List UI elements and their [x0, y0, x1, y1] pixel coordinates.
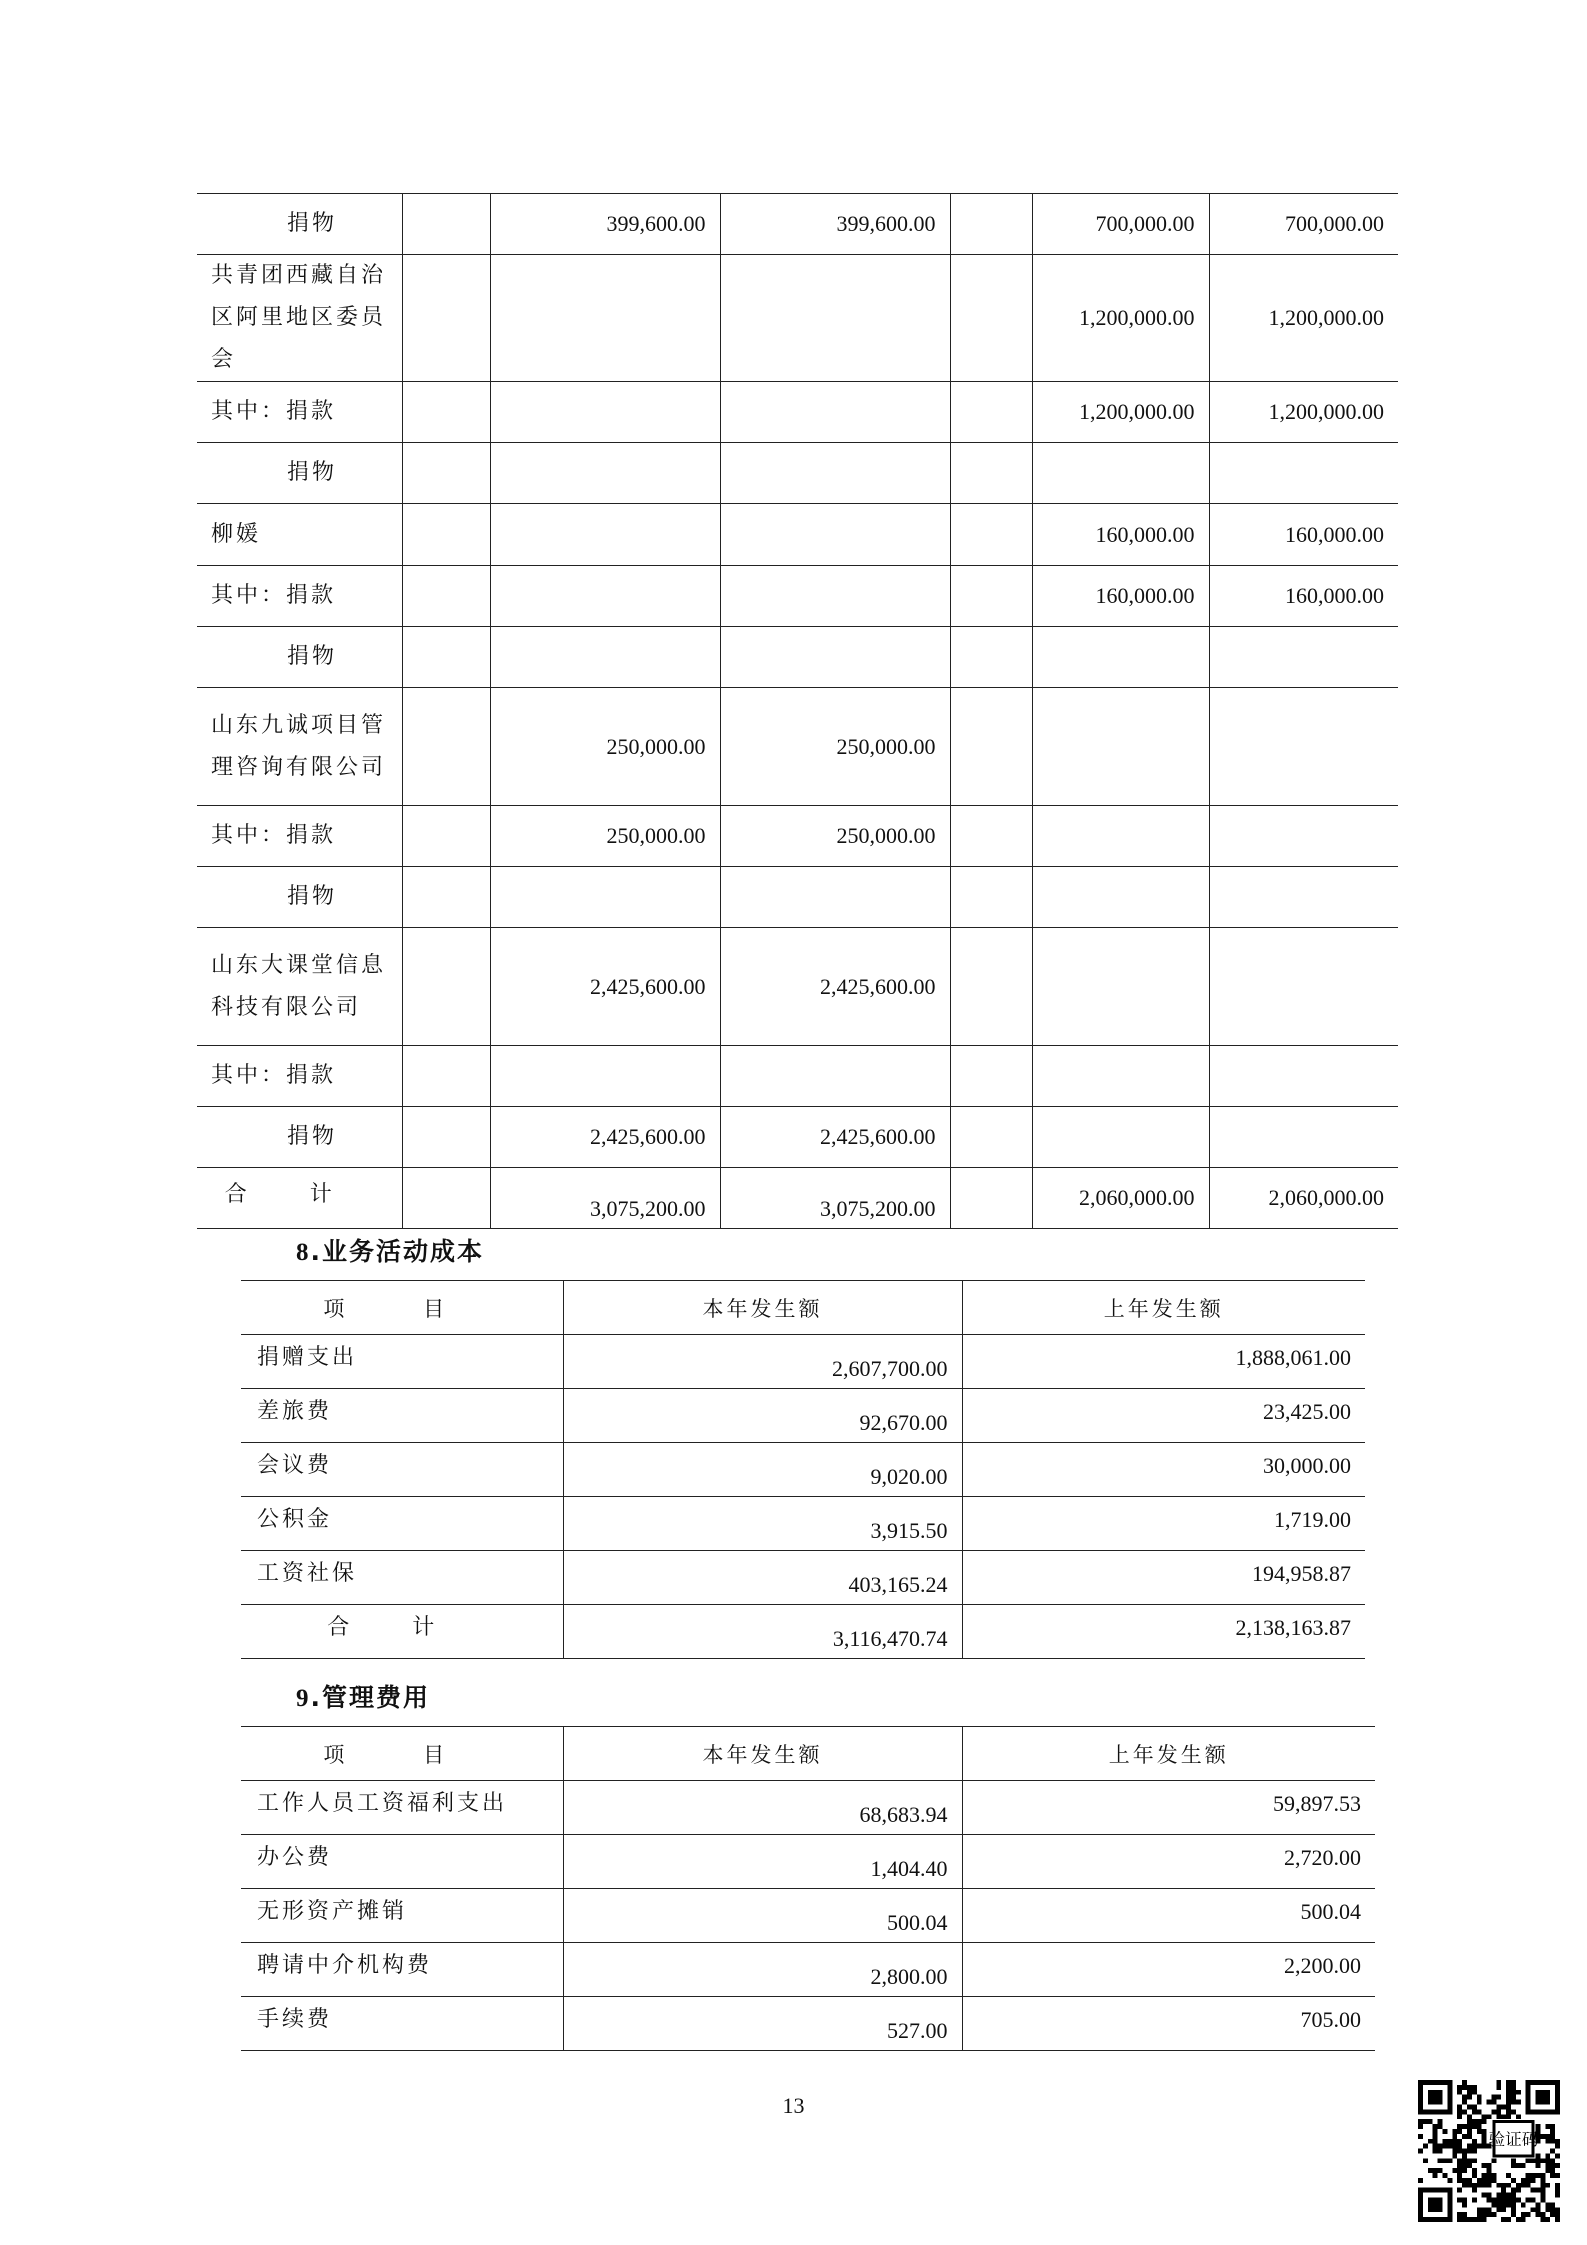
cell-c1	[402, 255, 490, 382]
cell-c2: 2,425,600.00	[490, 928, 720, 1046]
row-label: 其中：捐款	[197, 382, 402, 443]
row-label: 工资社保	[241, 1551, 563, 1605]
cell-c3	[720, 382, 950, 443]
cell-c4	[950, 194, 1032, 255]
donation-table	[197, 193, 1398, 1229]
row-label: 捐赠支出	[241, 1335, 563, 1389]
cell-c6: 700,000.00	[1209, 194, 1398, 255]
previous-year-value: 2,138,163.87	[962, 1605, 1365, 1659]
table-row	[197, 382, 1398, 443]
table-row	[241, 1943, 1375, 1997]
row-label: 共青团西藏自治区阿里地区委员会	[197, 255, 402, 382]
cell-c4	[950, 1046, 1032, 1107]
cell-c4	[950, 867, 1032, 928]
cell-c4	[950, 255, 1032, 382]
cell-c1	[402, 1107, 490, 1168]
cell-c2: 399,600.00	[490, 194, 720, 255]
row-label: 捐物	[197, 627, 402, 688]
management-expense-body	[241, 1781, 1375, 2051]
previous-year-value: 2,200.00	[962, 1943, 1375, 1997]
row-label: 聘请中介机构费	[241, 1943, 563, 1997]
donation-table-body	[197, 194, 1398, 1229]
total-row	[197, 1168, 1398, 1229]
cell-c1	[402, 867, 490, 928]
header-previous-year: 上年发生额	[962, 1727, 1375, 1781]
qr-code-icon	[1418, 2080, 1560, 2222]
row-label: 无形资产摊销	[241, 1889, 563, 1943]
current-year-value: 92,670.00	[563, 1389, 962, 1443]
cell-c6: 1,200,000.00	[1209, 255, 1398, 382]
previous-year-value: 194,958.87	[962, 1551, 1365, 1605]
cell-c4	[950, 504, 1032, 566]
current-year-value: 527.00	[563, 1997, 962, 2051]
cell-c6: 160,000.00	[1209, 566, 1398, 627]
previous-year-value: 23,425.00	[962, 1389, 1365, 1443]
cell-c2: 250,000.00	[490, 806, 720, 867]
cell-c5: 1,200,000.00	[1032, 382, 1209, 443]
previous-year-value: 500.04	[962, 1889, 1375, 1943]
business-cost-body	[241, 1335, 1365, 1659]
row-label: 山东大课堂信息科技有限公司	[197, 928, 402, 1046]
cell-c3: 2,425,600.00	[720, 1107, 950, 1168]
management-expense-table	[241, 1726, 1375, 2051]
header-current-year: 本年发生额	[563, 1727, 962, 1781]
current-year-value: 9,020.00	[563, 1443, 962, 1497]
cell-c1	[402, 1168, 490, 1229]
row-label: 办公费	[241, 1835, 563, 1889]
cell-c5: 160,000.00	[1032, 504, 1209, 566]
cell-c5	[1032, 806, 1209, 867]
table-header-row	[241, 1281, 1365, 1335]
table-row	[197, 566, 1398, 627]
cell-c4	[950, 806, 1032, 867]
row-label: 差旅费	[241, 1389, 563, 1443]
current-year-value: 1,404.40	[563, 1835, 962, 1889]
table-row	[241, 1997, 1375, 2051]
previous-year-value: 2,720.00	[962, 1835, 1375, 1889]
cell-c6	[1209, 627, 1398, 688]
section-9-title: 9.管理费用	[296, 1683, 430, 1712]
previous-year-value: 1,888,061.00	[962, 1335, 1365, 1389]
cell-c4	[950, 1168, 1032, 1229]
table-row	[241, 1335, 1365, 1389]
cell-c6: 160,000.00	[1209, 504, 1398, 566]
cell-c4	[950, 1107, 1032, 1168]
row-label: 捐物	[197, 443, 402, 504]
cell-c3	[720, 1046, 950, 1107]
cell-c1	[402, 382, 490, 443]
row-label: 合 计	[241, 1605, 563, 1659]
row-label: 捐物	[197, 867, 402, 928]
section-8-title: 8.业务活动成本	[296, 1237, 484, 1266]
current-year-value: 2,607,700.00	[563, 1335, 962, 1389]
cell-c6	[1209, 867, 1398, 928]
table-row	[241, 1497, 1365, 1551]
table-row	[241, 1389, 1365, 1443]
table-row	[197, 806, 1398, 867]
cell-c1	[402, 194, 490, 255]
cell-c6	[1209, 806, 1398, 867]
page-number: 13	[782, 2093, 805, 2118]
cell-c5	[1032, 928, 1209, 1046]
cell-c2	[490, 566, 720, 627]
cell-c6	[1209, 1107, 1398, 1168]
table-row	[241, 1443, 1365, 1497]
cell-c3: 250,000.00	[720, 688, 950, 806]
cell-c2: 250,000.00	[490, 688, 720, 806]
cell-c6: 2,060,000.00	[1209, 1168, 1398, 1229]
cell-c6	[1209, 928, 1398, 1046]
cell-c2	[490, 867, 720, 928]
table-row	[197, 504, 1398, 566]
current-year-value: 2,800.00	[563, 1943, 962, 1997]
row-label: 合 计	[197, 1168, 402, 1229]
table-row	[241, 1551, 1365, 1605]
cell-c1	[402, 928, 490, 1046]
table-row	[197, 255, 1398, 382]
cell-c6	[1209, 443, 1398, 504]
cell-c2	[490, 443, 720, 504]
current-year-value: 68,683.94	[563, 1781, 962, 1835]
row-label: 捐物	[197, 194, 402, 255]
cell-c4	[950, 627, 1032, 688]
cell-c6	[1209, 688, 1398, 806]
cell-c2: 3,075,200.00	[490, 1168, 720, 1229]
cell-c3	[720, 443, 950, 504]
cell-c3: 250,000.00	[720, 806, 950, 867]
cell-c3	[720, 504, 950, 566]
total-row	[241, 1605, 1365, 1659]
cell-c2	[490, 382, 720, 443]
cell-c2	[490, 1046, 720, 1107]
table-row	[197, 443, 1398, 504]
cell-c5: 700,000.00	[1032, 194, 1209, 255]
row-label: 其中：捐款	[197, 1046, 402, 1107]
current-year-value: 500.04	[563, 1889, 962, 1943]
cell-c5: 160,000.00	[1032, 566, 1209, 627]
row-label: 柳媛	[197, 504, 402, 566]
row-label: 捐物	[197, 1107, 402, 1168]
cell-c2	[490, 627, 720, 688]
header-current-year: 本年发生额	[563, 1281, 962, 1335]
cell-c1	[402, 443, 490, 504]
cell-c5	[1032, 867, 1209, 928]
business-cost-table	[241, 1280, 1365, 1659]
table-row	[241, 1889, 1375, 1943]
cell-c2: 2,425,600.00	[490, 1107, 720, 1168]
table-row	[197, 627, 1398, 688]
cell-c6	[1209, 1046, 1398, 1107]
previous-year-value: 59,897.53	[962, 1781, 1375, 1835]
row-label: 会议费	[241, 1443, 563, 1497]
cell-c5	[1032, 688, 1209, 806]
table-row	[241, 1835, 1375, 1889]
cell-c3: 2,425,600.00	[720, 928, 950, 1046]
table-row	[241, 1781, 1375, 1835]
cell-c6: 1,200,000.00	[1209, 382, 1398, 443]
table-row	[197, 867, 1398, 928]
current-year-value: 403,165.24	[563, 1551, 962, 1605]
cell-c3	[720, 867, 950, 928]
cell-c4	[950, 688, 1032, 806]
header-item: 项 目	[241, 1727, 563, 1781]
cell-c5	[1032, 1046, 1209, 1107]
cell-c1	[402, 1046, 490, 1107]
previous-year-value: 1,719.00	[962, 1497, 1365, 1551]
row-label: 工作人员工资福利支出	[241, 1781, 563, 1835]
cell-c1	[402, 806, 490, 867]
previous-year-value: 30,000.00	[962, 1443, 1365, 1497]
cell-c5	[1032, 627, 1209, 688]
cell-c4	[950, 928, 1032, 1046]
cell-c4	[950, 566, 1032, 627]
table-row	[197, 688, 1398, 806]
row-label: 手续费	[241, 1997, 563, 2051]
current-year-value: 3,915.50	[563, 1497, 962, 1551]
row-label: 其中：捐款	[197, 806, 402, 867]
cell-c5: 2,060,000.00	[1032, 1168, 1209, 1229]
row-label: 山东九诚项目管理咨询有限公司	[197, 688, 402, 806]
cell-c4	[950, 443, 1032, 504]
table-header-row	[241, 1727, 1375, 1781]
cell-c3: 399,600.00	[720, 194, 950, 255]
cell-c5	[1032, 1107, 1209, 1168]
cell-c3	[720, 566, 950, 627]
cell-c1	[402, 688, 490, 806]
cell-c4	[950, 382, 1032, 443]
qr-label: 验证码	[1488, 2130, 1539, 2150]
cell-c1	[402, 627, 490, 688]
header-previous-year: 上年发生额	[962, 1281, 1365, 1335]
cell-c5	[1032, 443, 1209, 504]
header-item: 项 目	[241, 1281, 563, 1335]
cell-c1	[402, 566, 490, 627]
cell-c3: 3,075,200.00	[720, 1168, 950, 1229]
table-row	[197, 1107, 1398, 1168]
cell-c2	[490, 504, 720, 566]
cell-c3	[720, 255, 950, 382]
cell-c5: 1,200,000.00	[1032, 255, 1209, 382]
table-row	[197, 1046, 1398, 1107]
cell-c3	[720, 627, 950, 688]
previous-year-value: 705.00	[962, 1997, 1375, 2051]
table-row	[197, 194, 1398, 255]
row-label: 其中：捐款	[197, 566, 402, 627]
cell-c2	[490, 255, 720, 382]
row-label: 公积金	[241, 1497, 563, 1551]
table-row	[197, 928, 1398, 1046]
current-year-value: 3,116,470.74	[563, 1605, 962, 1659]
cell-c1	[402, 504, 490, 566]
